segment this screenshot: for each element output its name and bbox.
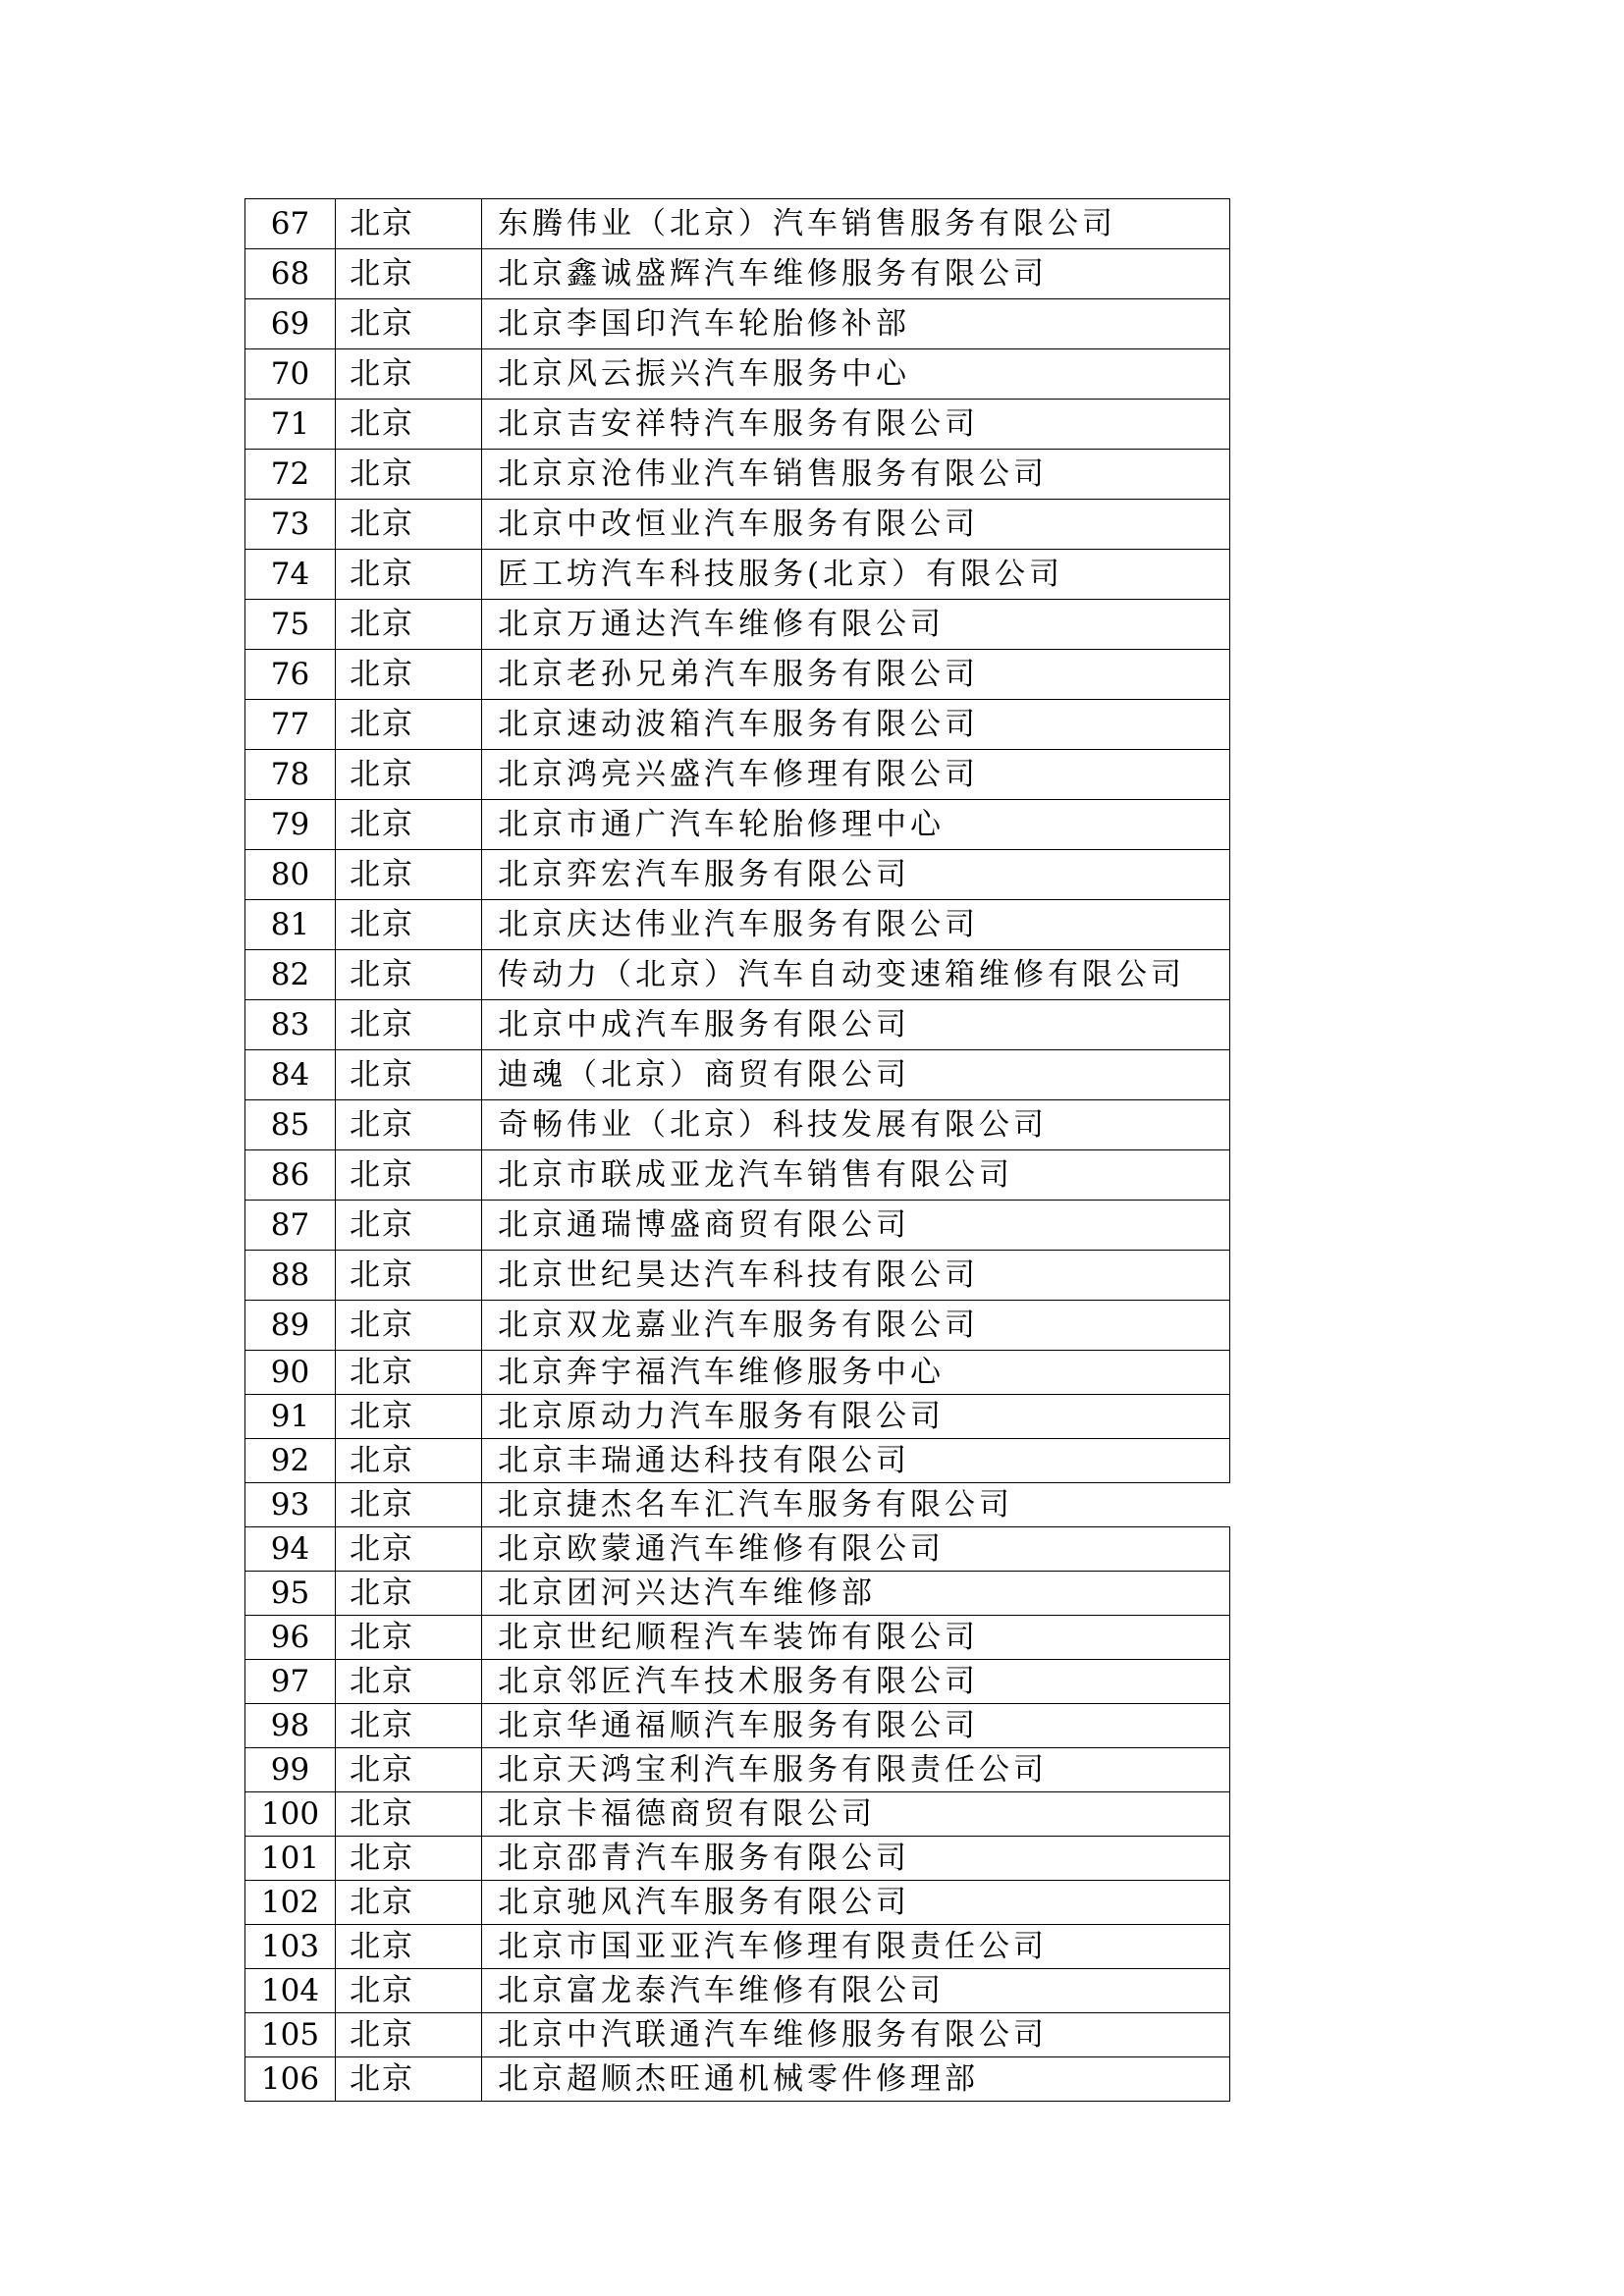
row-company-name: 北京市联成亚龙汽车销售有限公司: [482, 1150, 1230, 1201]
row-number: 93: [245, 1483, 336, 1527]
row-company-name: 北京世纪顺程汽车装饰有限公司: [482, 1616, 1230, 1660]
row-number: 98: [245, 1704, 336, 1748]
table-row: [245, 1660, 1230, 1704]
row-company-name: 北京富龙泰汽车维修有限公司: [482, 1969, 1230, 2013]
table-row: [245, 1251, 1230, 1301]
table-row: [245, 1837, 1230, 1881]
table-row: [245, 550, 1230, 600]
row-number: 73: [245, 500, 336, 550]
row-region: 北京: [336, 1201, 482, 1251]
table-row: [245, 400, 1230, 450]
row-region: 北京: [336, 1150, 482, 1201]
row-number: 102: [245, 1881, 336, 1925]
table-row: [245, 900, 1230, 950]
row-region: 北京: [336, 950, 482, 1000]
row-company-name: 北京吉安祥特汽车服务有限公司: [482, 400, 1230, 450]
row-number: 79: [245, 800, 336, 850]
row-company-name: 北京捷杰名车汇汽车服务有限公司: [482, 1483, 1230, 1527]
row-number: 94: [245, 1527, 336, 1572]
row-number: 104: [245, 1969, 336, 2013]
row-region: 北京: [336, 1969, 482, 2013]
table-row: [245, 1616, 1230, 1660]
table-row: [245, 650, 1230, 700]
row-region: 北京: [336, 199, 482, 249]
row-region: 北京: [336, 650, 482, 700]
row-number: 74: [245, 550, 336, 600]
row-company-name: 匠工坊汽车科技服务(北京）有限公司: [482, 550, 1230, 600]
row-company-name: 北京团河兴达汽车维修部: [482, 1572, 1230, 1616]
row-region: 北京: [336, 1301, 482, 1351]
row-region: 北京: [336, 1000, 482, 1050]
row-company-name: 北京邻匠汽车技术服务有限公司: [482, 1660, 1230, 1704]
table-row: [245, 1100, 1230, 1150]
row-number: 95: [245, 1572, 336, 1616]
row-number: 82: [245, 950, 336, 1000]
row-region: 北京: [336, 1050, 482, 1100]
row-company-name: 北京欧蒙通汽车维修有限公司: [482, 1527, 1230, 1572]
row-company-name: 北京中汽联通汽车维修服务有限公司: [482, 2013, 1230, 2057]
row-company-name: 北京速动波箱汽车服务有限公司: [482, 700, 1230, 750]
row-company-name: 北京卡福德商贸有限公司: [482, 1792, 1230, 1837]
row-company-name: 北京世纪昊达汽车科技有限公司: [482, 1251, 1230, 1301]
table-row: [245, 600, 1230, 650]
row-company-name: 北京华通福顺汽车服务有限公司: [482, 1704, 1230, 1748]
row-region: 北京: [336, 299, 482, 349]
table-row: [245, 1395, 1230, 1439]
table-row: [245, 1527, 1230, 1572]
table-row: [245, 850, 1230, 900]
table-row: [245, 2013, 1230, 2057]
table-row: [245, 800, 1230, 850]
row-number: 96: [245, 1616, 336, 1660]
row-company-name: 北京原动力汽车服务有限公司: [482, 1395, 1230, 1439]
row-company-name: 北京李国印汽车轮胎修补部: [482, 299, 1230, 349]
row-region: 北京: [336, 750, 482, 800]
row-company-name: 北京弈宏汽车服务有限公司: [482, 850, 1230, 900]
table-row: [245, 1881, 1230, 1925]
row-region: 北京: [336, 1837, 482, 1881]
row-number: 87: [245, 1201, 336, 1251]
row-number: 97: [245, 1660, 336, 1704]
row-number: 103: [245, 1925, 336, 1969]
row-number: 106: [245, 2057, 336, 2102]
row-company-name: 北京中改恒业汽车服务有限公司: [482, 500, 1230, 550]
row-number: 68: [245, 249, 336, 299]
row-number: 84: [245, 1050, 336, 1100]
table-row: [245, 1351, 1230, 1395]
row-company-name: 北京风云振兴汽车服务中心: [482, 349, 1230, 400]
row-company-name: 北京鑫诚盛辉汽车维修服务有限公司: [482, 249, 1230, 299]
row-region: 北京: [336, 550, 482, 600]
row-company-name: 奇畅伟业（北京）科技发展有限公司: [482, 1100, 1230, 1150]
row-region: 北京: [336, 1483, 482, 1527]
table-row: [245, 750, 1230, 800]
row-number: 69: [245, 299, 336, 349]
table-row: [245, 1748, 1230, 1792]
row-region: 北京: [336, 700, 482, 750]
row-company-name: 北京万通达汽车维修有限公司: [482, 600, 1230, 650]
row-number: 92: [245, 1439, 336, 1483]
table-row: [245, 249, 1230, 299]
table-row: [245, 700, 1230, 750]
row-region: 北京: [336, 1748, 482, 1792]
row-region: 北京: [336, 1660, 482, 1704]
row-company-name: 北京庆达伟业汽车服务有限公司: [482, 900, 1230, 950]
row-company-name: 北京邵青汽车服务有限公司: [482, 1837, 1230, 1881]
row-company-name: 北京天鸿宝利汽车服务有限责任公司: [482, 1748, 1230, 1792]
table-row: [245, 1483, 1230, 1527]
table-row: [245, 299, 1230, 349]
row-region: 北京: [336, 1881, 482, 1925]
row-company-name: 北京通瑞博盛商贸有限公司: [482, 1201, 1230, 1251]
row-region: 北京: [336, 400, 482, 450]
row-number: 76: [245, 650, 336, 700]
row-company-name: 北京京沧伟业汽车销售服务有限公司: [482, 450, 1230, 500]
row-region: 北京: [336, 800, 482, 850]
row-number: 89: [245, 1301, 336, 1351]
table-row: [245, 1050, 1230, 1100]
table-row: [245, 1201, 1230, 1251]
row-region: 北京: [336, 1792, 482, 1837]
row-region: 北京: [336, 1616, 482, 1660]
row-number: 105: [245, 2013, 336, 2057]
row-number: 70: [245, 349, 336, 400]
table-row: [245, 950, 1230, 1000]
row-company-name: 迪魂（北京）商贸有限公司: [482, 1050, 1230, 1100]
row-region: 北京: [336, 1572, 482, 1616]
row-region: 北京: [336, 500, 482, 550]
row-region: 北京: [336, 450, 482, 500]
row-company-name: 东腾伟业（北京）汽车销售服务有限公司: [482, 199, 1230, 249]
table-row: [245, 1000, 1230, 1050]
table-row: [245, 349, 1230, 400]
row-region: 北京: [336, 349, 482, 400]
company-list-body: [245, 199, 1230, 2102]
table-row: [245, 1925, 1230, 1969]
table-row: [245, 1572, 1230, 1616]
row-region: 北京: [336, 1925, 482, 1969]
row-region: 北京: [336, 1439, 482, 1483]
row-region: 北京: [336, 1100, 482, 1150]
table-row: [245, 2057, 1230, 2102]
company-list-table: [244, 198, 1230, 2102]
table-row: [245, 1792, 1230, 1837]
row-company-name: 北京驰风汽车服务有限公司: [482, 1881, 1230, 1925]
table-row: [245, 1969, 1230, 2013]
row-number: 85: [245, 1100, 336, 1150]
row-company-name: 北京市国亚亚汽车修理有限责任公司: [482, 1925, 1230, 1969]
row-number: 83: [245, 1000, 336, 1050]
row-company-name: 北京双龙嘉业汽车服务有限公司: [482, 1301, 1230, 1351]
row-number: 81: [245, 900, 336, 950]
row-region: 北京: [336, 1251, 482, 1301]
table-row: [245, 450, 1230, 500]
row-company-name: 北京中成汽车服务有限公司: [482, 1000, 1230, 1050]
row-region: 北京: [336, 1527, 482, 1572]
row-region: 北京: [336, 600, 482, 650]
row-region: 北京: [336, 1704, 482, 1748]
table-row: [245, 199, 1230, 249]
row-number: 91: [245, 1395, 336, 1439]
row-region: 北京: [336, 2057, 482, 2102]
row-number: 67: [245, 199, 336, 249]
row-number: 78: [245, 750, 336, 800]
row-region: 北京: [336, 900, 482, 950]
row-number: 88: [245, 1251, 336, 1301]
row-company-name: 北京奔宇福汽车维修服务中心: [482, 1351, 1230, 1395]
row-company-name: 北京丰瑞通达科技有限公司: [482, 1439, 1230, 1483]
row-number: 77: [245, 700, 336, 750]
row-company-name: 北京鸿亮兴盛汽车修理有限公司: [482, 750, 1230, 800]
row-region: 北京: [336, 850, 482, 900]
row-region: 北京: [336, 2013, 482, 2057]
row-number: 75: [245, 600, 336, 650]
table-row: [245, 1150, 1230, 1201]
row-number: 99: [245, 1748, 336, 1792]
row-number: 71: [245, 400, 336, 450]
row-number: 72: [245, 450, 336, 500]
row-region: 北京: [336, 249, 482, 299]
row-number: 80: [245, 850, 336, 900]
row-company-name: 北京市通广汽车轮胎修理中心: [482, 800, 1230, 850]
row-number: 100: [245, 1792, 336, 1837]
row-number: 86: [245, 1150, 336, 1201]
table-row: [245, 500, 1230, 550]
row-company-name: 传动力（北京）汽车自动变速箱维修有限公司: [482, 950, 1230, 1000]
row-number: 90: [245, 1351, 336, 1395]
table-row: [245, 1439, 1230, 1483]
table-row: [245, 1704, 1230, 1748]
row-company-name: 北京超顺杰旺通机械零件修理部: [482, 2057, 1230, 2102]
table-row: [245, 1301, 1230, 1351]
row-region: 北京: [336, 1395, 482, 1439]
row-company-name: 北京老孙兄弟汽车服务有限公司: [482, 650, 1230, 700]
row-number: 101: [245, 1837, 336, 1881]
row-region: 北京: [336, 1351, 482, 1395]
